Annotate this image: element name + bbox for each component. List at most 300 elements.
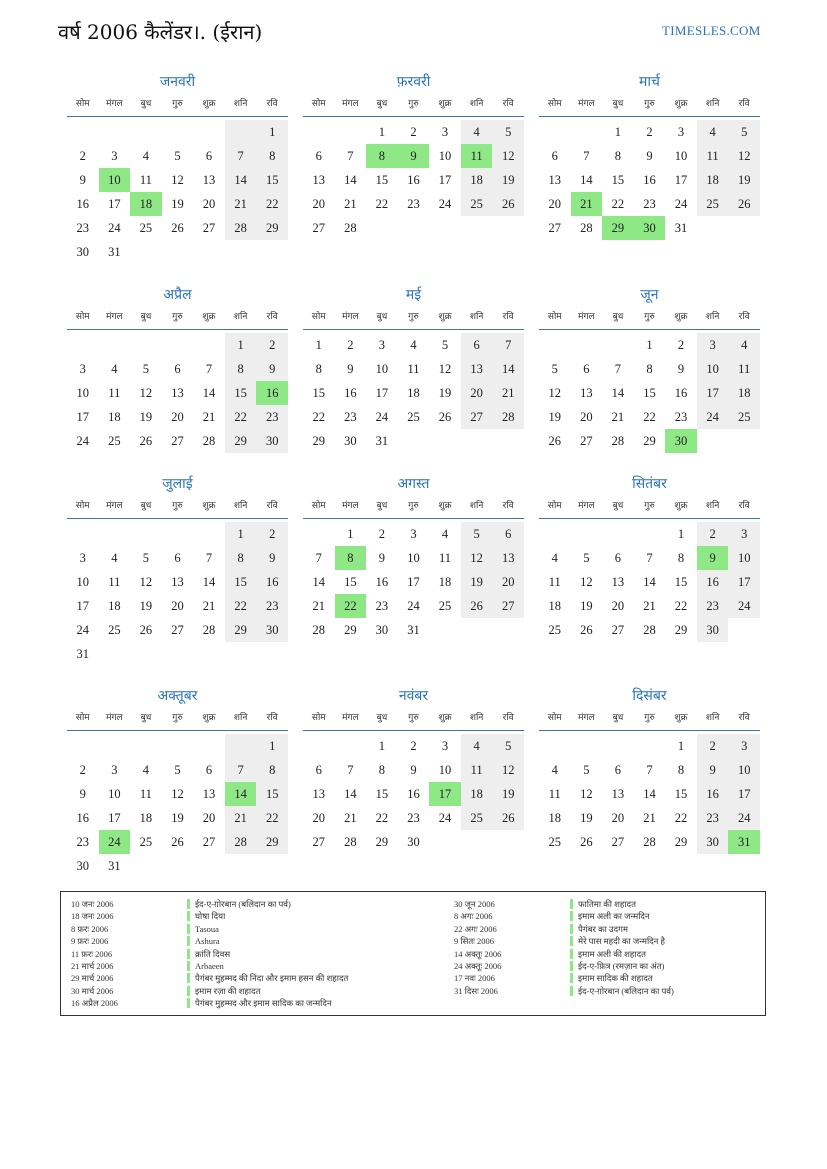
day-cell: 10 (375, 362, 389, 376)
day-cell: 18 (139, 811, 153, 825)
day-cell: 18 (461, 168, 493, 192)
holiday-name: इमाम अली का जन्मदिन (578, 911, 650, 922)
day-cell: 19 (461, 570, 493, 594)
day-cell: 7 (492, 333, 524, 357)
day-cell: 27 (580, 434, 593, 448)
day-cell: 16 (76, 811, 90, 825)
holiday-date: 31 दिसः 2006 (454, 985, 498, 996)
day-cell: 15 (674, 787, 688, 801)
day-cell: 25 (108, 434, 121, 448)
day-cell: 25 (461, 806, 493, 830)
day-cell: 10 (697, 357, 729, 381)
weekday-label: शनि (705, 713, 720, 723)
weekday-label: रवि (738, 713, 750, 723)
day-cell: 26 (492, 192, 524, 216)
weekday-label: रवि (266, 713, 278, 723)
day-cell: 14 (312, 575, 326, 589)
day-cell: 22 (225, 405, 257, 429)
day-cell: 5 (583, 763, 590, 777)
day-cell: 4 (142, 763, 150, 777)
day-cell: 1 (347, 527, 354, 541)
holiday-name: ईद-ए-ग़ोरबान (बलिदान का पर्व) (195, 899, 291, 909)
day-cell: 25 (139, 221, 153, 235)
holiday-name: पैगंबर मुहम्मद की निंदा और इमाम हसन की शहादत (195, 973, 349, 984)
day-cell: 9 (378, 551, 386, 565)
day-cell: 21 (344, 197, 357, 211)
holiday-date: 30 मार्च 2006 (71, 985, 114, 996)
day-cell: 12 (171, 787, 184, 801)
header-divider (67, 730, 288, 731)
day-cell: 11 (697, 144, 729, 168)
weekday-label: शनि (233, 713, 248, 723)
day-cell: 5 (728, 120, 760, 144)
day-cell: 5 (583, 551, 590, 565)
holiday-day-cell: 22 (335, 594, 367, 618)
day-cell: 21 (643, 599, 656, 613)
day-cell: 13 (548, 173, 562, 187)
day-cell: 3 (697, 333, 729, 357)
weekday-label: शुक्र (438, 99, 452, 109)
day-cell: 2 (256, 333, 288, 357)
month-title: जनवरी (159, 74, 196, 90)
day-cell: 23 (407, 811, 420, 825)
day-cell: 1 (646, 338, 653, 352)
day-cell: 26 (492, 806, 524, 830)
weekday-label: बुध (612, 501, 624, 511)
day-cell: 16 (643, 173, 656, 187)
day-cell: 15 (312, 386, 326, 400)
day-cell: 30 (256, 429, 288, 453)
day-cell: 26 (139, 434, 153, 448)
weekday-label: सोम (75, 312, 90, 322)
day-cell: 24 (108, 221, 121, 235)
day-cell: 20 (202, 197, 216, 211)
day-cell: 24 (438, 811, 452, 825)
holiday-date: 24 अक्तूः 2006 (454, 960, 502, 971)
day-cell: 14 (492, 357, 524, 381)
day-cell: 24 (697, 405, 729, 429)
day-cell: 13 (202, 173, 216, 187)
day-cell: 19 (139, 599, 153, 613)
day-cell: 26 (728, 192, 760, 216)
day-cell: 13 (312, 173, 326, 187)
day-cell: 6 (315, 149, 322, 163)
day-cell: 16 (407, 173, 420, 187)
day-cell: 26 (580, 623, 593, 637)
day-cell: 28 (344, 835, 357, 849)
day-cell: 23 (76, 835, 90, 849)
holiday-day-cell: 30 (665, 429, 697, 453)
day-cell: 13 (312, 787, 326, 801)
day-cell: 17 (108, 811, 121, 825)
day-cell: 26 (580, 835, 593, 849)
day-cell: 7 (347, 763, 354, 777)
day-cell: 27 (171, 434, 184, 448)
day-cell: 6 (461, 333, 493, 357)
holiday-name: पैगंबर का उदगम (578, 923, 628, 934)
day-cell: 26 (171, 835, 184, 849)
day-cell: 23 (407, 197, 420, 211)
day-cell: 15 (225, 381, 257, 405)
day-cell: 8 (225, 357, 257, 381)
month-title: नवंबर (398, 688, 429, 704)
day-cell: 28 (312, 623, 326, 637)
day-cell: 17 (697, 381, 729, 405)
month-title: दिसंबर (632, 688, 667, 704)
day-cell: 3 (441, 739, 449, 753)
day-cell: 19 (492, 168, 524, 192)
weekday-header (303, 498, 524, 516)
weekday-header (539, 309, 760, 327)
holiday-marker (570, 986, 573, 996)
weekday-label: रवि (738, 501, 750, 511)
holiday-date: 9 सितः 2006 (454, 936, 495, 947)
day-cell: 23 (375, 599, 389, 613)
day-cell: 21 (225, 192, 257, 216)
day-cell: 4 (410, 338, 417, 352)
weekday-label: मंगल (106, 312, 123, 322)
day-cell: 13 (492, 546, 524, 570)
day-cell: 26 (438, 410, 452, 424)
weekday-label: शुक्र (202, 99, 216, 109)
holiday-date: 21 मार्च 2006 (71, 960, 114, 971)
day-cell: 14 (643, 575, 656, 589)
weekday-label: शनि (233, 312, 248, 322)
day-cell: 16 (697, 782, 729, 806)
day-cell: 10 (674, 149, 688, 163)
day-cell: 5 (551, 362, 558, 376)
day-cell: 9 (677, 362, 685, 376)
day-cell: 27 (548, 221, 562, 235)
day-cell: 19 (580, 811, 593, 825)
weekend-blank-cell (225, 734, 257, 758)
weekday-label: शनि (233, 99, 248, 109)
day-cell: 7 (315, 551, 322, 565)
weekday-label: शुक्र (674, 99, 688, 109)
site-link[interactable]: TIMESLES.COM (662, 23, 761, 38)
weekday-label: मंगल (578, 501, 595, 511)
weekday-label: रवि (502, 501, 514, 511)
day-cell: 8 (677, 763, 685, 777)
weekday-label: मंगल (106, 99, 123, 109)
day-cell: 1 (677, 527, 685, 541)
day-cell: 4 (461, 120, 493, 144)
header-divider (303, 329, 524, 330)
weekday-label: सोम (75, 501, 90, 511)
holiday-day-cell: 16 (256, 381, 288, 405)
day-cell: 18 (438, 575, 452, 589)
month-title: जून (640, 287, 659, 303)
day-cell: 27 (202, 221, 216, 235)
day-cell: 8 (646, 362, 653, 376)
holiday-date: 29 मार्च 2006 (71, 973, 114, 984)
day-cell: 2 (677, 338, 685, 352)
page-title: वर्ष 2006 कैलेंडर।. (ईरान) (58, 20, 263, 44)
day-cell: 31 (108, 245, 121, 259)
weekday-label: सोम (311, 501, 326, 511)
weekday-label: शनि (469, 501, 484, 511)
day-cell: 5 (174, 763, 181, 777)
day-cell: 2 (347, 338, 354, 352)
day-cell: 16 (674, 386, 688, 400)
day-cell: 11 (728, 357, 760, 381)
day-cell: 18 (548, 599, 562, 613)
day-cell: 15 (225, 570, 257, 594)
weekday-label: बुध (612, 713, 624, 723)
day-cell: 15 (256, 168, 288, 192)
weekday-header (67, 710, 288, 728)
day-cell: 15 (375, 787, 389, 801)
day-cell: 22 (611, 197, 625, 211)
day-cell: 1 (225, 333, 257, 357)
holiday-name: ईद-ए-फ़ित्र (रमज़ान का अंत) (578, 960, 665, 971)
day-cell: 27 (171, 623, 184, 637)
day-cell: 3 (728, 734, 760, 758)
weekday-label: शनि (705, 501, 720, 511)
weekday-label: शुक्र (202, 501, 216, 511)
day-cell: 28 (202, 623, 216, 637)
holiday-name: इमाम अली की शहादत (578, 948, 646, 959)
weekday-label: मंगल (106, 713, 123, 723)
day-cell: 3 (410, 527, 417, 541)
day-cell: 18 (461, 782, 493, 806)
day-cell: 1 (614, 125, 622, 139)
weekday-label: सोम (547, 713, 562, 723)
day-cell: 26 (548, 434, 562, 448)
weekday-label: सोम (311, 713, 326, 723)
holiday-day-cell: 9 (398, 144, 430, 168)
day-cell: 28 (643, 835, 656, 849)
day-cell: 18 (697, 168, 729, 192)
day-cell: 29 (643, 434, 656, 448)
day-cell: 6 (205, 763, 213, 777)
weekday-label: शुक्र (438, 501, 452, 511)
day-cell: 4 (441, 527, 449, 541)
day-cell: 5 (174, 149, 181, 163)
day-cell: 6 (492, 522, 524, 546)
holiday-marker (570, 973, 573, 983)
day-cell: 4 (551, 763, 558, 777)
day-cell: 21 (202, 599, 216, 613)
day-cell: 19 (492, 782, 524, 806)
weekday-label: बुध (376, 501, 388, 511)
day-cell: 11 (139, 787, 152, 801)
day-cell: 24 (407, 599, 420, 613)
day-cell: 14 (202, 386, 216, 400)
weekday-label: गुरु (172, 99, 183, 109)
day-cell: 2 (378, 527, 386, 541)
day-cell: 29 (674, 835, 688, 849)
day-cell: 4 (142, 149, 150, 163)
weekday-label: रवि (738, 99, 750, 109)
day-cell: 14 (202, 575, 216, 589)
day-cell: 8 (256, 758, 288, 782)
day-cell: 24 (375, 410, 389, 424)
holiday-name: Ashura (195, 936, 220, 947)
day-cell: 2 (697, 522, 729, 546)
weekday-label: रवि (266, 501, 278, 511)
day-cell: 12 (728, 144, 760, 168)
day-cell: 11 (548, 575, 561, 589)
day-cell: 14 (225, 168, 257, 192)
day-cell: 19 (548, 410, 562, 424)
day-cell: 7 (614, 362, 622, 376)
day-cell: 8 (677, 551, 685, 565)
holiday-date: 14 अक्तूः 2006 (454, 948, 502, 959)
day-cell: 8 (378, 763, 386, 777)
holiday-date: 11 फ़रः 2006 (71, 948, 113, 959)
day-cell: 25 (548, 835, 562, 849)
day-cell: 6 (205, 149, 213, 163)
month-title: मार्च (639, 74, 660, 90)
day-cell: 2 (79, 149, 86, 163)
day-cell: 8 (256, 144, 288, 168)
weekday-header (539, 710, 760, 728)
header-divider (303, 730, 524, 731)
weekday-label: मंगल (578, 312, 595, 322)
day-cell: 26 (139, 623, 153, 637)
day-cell: 14 (580, 173, 593, 187)
day-cell: 20 (171, 599, 184, 613)
weekday-label: सोम (547, 99, 562, 109)
day-cell: 7 (646, 551, 653, 565)
holiday-day-cell: 9 (697, 546, 729, 570)
month-title: सितंबर (632, 476, 667, 492)
day-cell: 9 (79, 173, 86, 187)
day-cell: 28 (344, 221, 357, 235)
weekday-label: मंगल (342, 713, 359, 723)
day-cell: 29 (256, 216, 288, 240)
day-cell: 5 (142, 551, 150, 565)
weekday-label: गुरु (408, 99, 419, 109)
day-cell: 21 (611, 410, 625, 424)
holiday-marker (570, 949, 573, 959)
day-cell: 12 (492, 144, 524, 168)
weekend-blank-cell (225, 120, 257, 144)
day-cell: 3 (378, 338, 386, 352)
holiday-day-cell: 11 (461, 144, 493, 168)
holiday-marker (187, 973, 190, 983)
holiday-date: 8 अगः 2006 (454, 911, 493, 922)
day-cell: 14 (611, 386, 625, 400)
header-divider (303, 518, 524, 519)
day-cell: 22 (375, 197, 389, 211)
day-cell: 14 (643, 787, 656, 801)
weekday-label: मंगल (342, 501, 359, 511)
day-cell: 22 (674, 811, 688, 825)
day-cell: 3 (111, 149, 118, 163)
day-cell: 26 (171, 221, 184, 235)
holiday-marker (187, 961, 190, 971)
day-cell: 31 (407, 623, 420, 637)
holiday-day-cell: 8 (335, 546, 367, 570)
holiday-marker (570, 911, 573, 921)
day-cell: 7 (225, 144, 257, 168)
day-cell: 11 (108, 386, 121, 400)
day-cell: 25 (108, 623, 121, 637)
day-cell: 26 (461, 594, 493, 618)
day-cell: 19 (139, 410, 153, 424)
weekday-label: मंगल (578, 713, 595, 723)
day-cell: 9 (646, 149, 653, 163)
day-cell: 12 (438, 362, 452, 376)
day-cell: 22 (674, 599, 688, 613)
day-cell: 24 (728, 806, 760, 830)
holiday-day-cell: 14 (225, 782, 257, 806)
holiday-marker (187, 986, 190, 996)
weekday-label: शनि (469, 713, 484, 723)
weekday-label: सोम (75, 713, 90, 723)
day-cell: 16 (697, 570, 729, 594)
day-cell: 12 (492, 758, 524, 782)
holiday-marker (187, 911, 190, 921)
day-cell: 6 (614, 763, 622, 777)
day-cell: 17 (674, 173, 688, 187)
holiday-day-cell: 8 (366, 144, 398, 168)
month-title: अक्तूबर (157, 688, 198, 704)
day-cell: 3 (79, 362, 86, 376)
day-cell: 29 (225, 618, 257, 642)
day-cell: 13 (611, 575, 625, 589)
day-cell: 28 (643, 623, 656, 637)
weekday-label: मंगल (342, 312, 359, 322)
day-cell: 1 (378, 125, 386, 139)
day-cell: 30 (697, 830, 729, 854)
day-cell: 23 (697, 806, 729, 830)
day-cell: 16 (76, 197, 90, 211)
day-cell: 29 (344, 623, 357, 637)
day-cell: 27 (461, 405, 493, 429)
holiday-name: घोषा दिया (195, 911, 226, 922)
weekday-label: बुध (140, 99, 152, 109)
day-cell: 2 (410, 739, 417, 753)
weekday-label: रवि (738, 312, 750, 322)
day-cell: 11 (548, 787, 561, 801)
day-cell: 13 (461, 357, 493, 381)
day-cell: 7 (225, 758, 257, 782)
holiday-marker (570, 899, 573, 909)
day-cell: 27 (202, 835, 216, 849)
day-cell: 10 (76, 386, 90, 400)
holiday-date: 9 फ़रः 2006 (71, 936, 109, 947)
day-cell: 23 (697, 594, 729, 618)
day-cell: 23 (256, 405, 288, 429)
day-cell: 5 (492, 734, 524, 758)
day-cell: 27 (611, 623, 625, 637)
day-cell: 19 (580, 599, 593, 613)
day-cell: 5 (461, 522, 493, 546)
day-cell: 22 (225, 594, 257, 618)
day-cell: 8 (315, 362, 322, 376)
day-cell: 23 (76, 221, 90, 235)
day-cell: 4 (551, 551, 558, 565)
day-cell: 9 (79, 787, 86, 801)
day-cell: 17 (728, 570, 760, 594)
month-title: जुलाई (162, 476, 193, 492)
day-cell: 25 (548, 623, 562, 637)
holiday-name: ईद-ए-ग़ोरबान (बलिदान का पर्व) (578, 985, 674, 996)
holiday-day-cell: 30 (634, 216, 666, 240)
day-cell: 20 (202, 811, 216, 825)
day-cell: 13 (171, 386, 184, 400)
weekday-label: शुक्र (438, 713, 452, 723)
weekday-header (67, 309, 288, 327)
day-cell: 17 (728, 782, 760, 806)
month-title: अप्रैल (163, 287, 192, 303)
day-cell: 20 (611, 811, 625, 825)
holiday-date: 18 जनः 2006 (71, 911, 114, 922)
day-cell: 5 (441, 338, 449, 352)
